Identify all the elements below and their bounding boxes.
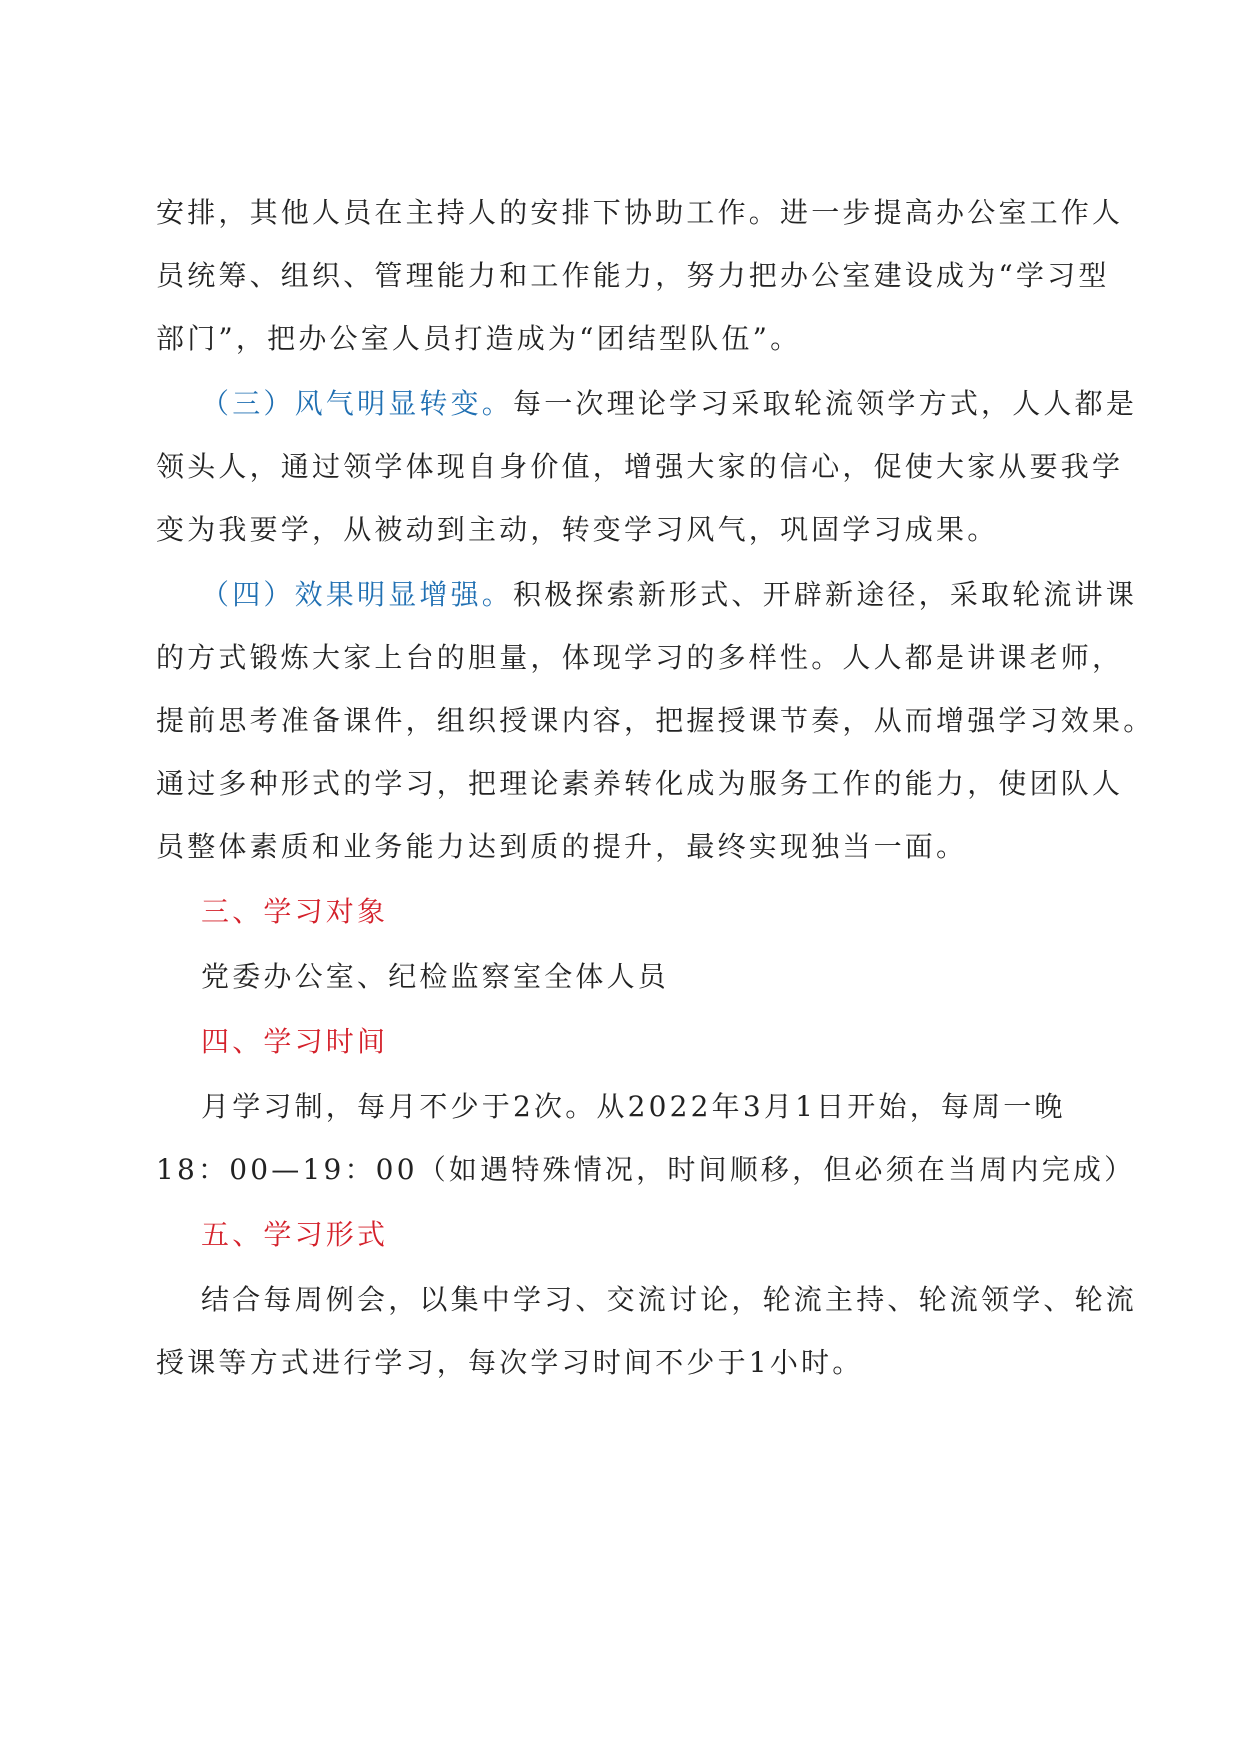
body-text-line: 通过多种形式的学习，把理论素养转化成为服务工作的能力，使团队人 (156, 767, 1124, 800)
body-text-line: 领头人，通过领学体现自身价值，增强大家的信心，促使大家从要我学 (156, 450, 1124, 483)
body-text-line: 月学习制，每月不少于2次。从2022年3月1日开始，每周一晚 (201, 1090, 1066, 1123)
body-text-line: 18：00—19：00（如遇特殊情况，时间顺移，但必须在当周内完成） (156, 1153, 1136, 1186)
body-text-line: 员统筹、组织、管理能力和工作能力，努力把办公室建设成为“学习型 (156, 259, 1110, 292)
body-text-line: 提前思考准备课件，组织授课内容，把握授课节奏，从而增强学习效果。 (156, 704, 1155, 737)
section-heading-study-time: 四、学习时间 (201, 1025, 389, 1058)
body-text: 积极探索新形式、开辟新途径，采取轮流讲课 (513, 578, 1138, 611)
body-text-line: 员整体素质和业务能力达到质的提升，最终实现独当一面。 (156, 830, 968, 863)
subheading-effect-enhanced: （四）效果明显增强。 (201, 578, 514, 611)
body-text-line: 变为我要学，从被动到主动，转变学习风气，巩固学习成果。 (156, 513, 999, 546)
section-heading-study-format: 五、学习形式 (201, 1218, 389, 1251)
subheading-atmosphere-change: （三）风气明显转变。 (201, 387, 514, 420)
section-heading-study-targets: 三、学习对象 (201, 895, 389, 928)
body-text-line: 党委办公室、纪检监察室全体人员 (201, 960, 670, 993)
body-text-line: 的方式锻炼大家上台的胆量，体现学习的多样性。人人都是讲课老师， (156, 641, 1124, 674)
paragraph-four (201, 575, 1137, 615)
body-text-line: 安排，其他人员在主持人的安排下协助工作。进一步提高办公室工作人 (156, 196, 1124, 229)
body-text-line: 部门”，把办公室人员打造成为“团结型队伍”。 (156, 322, 802, 355)
body-text-line: 授课等方式进行学习，每次学习时间不少于1小时。 (156, 1346, 864, 1379)
body-text: 每一次理论学习采取轮流领学方式，人人都是 (513, 387, 1138, 420)
paragraph-three (201, 384, 1137, 424)
body-text-line: 结合每周例会，以集中学习、交流讨论，轮流主持、轮流领学、轮流 (201, 1283, 1138, 1316)
